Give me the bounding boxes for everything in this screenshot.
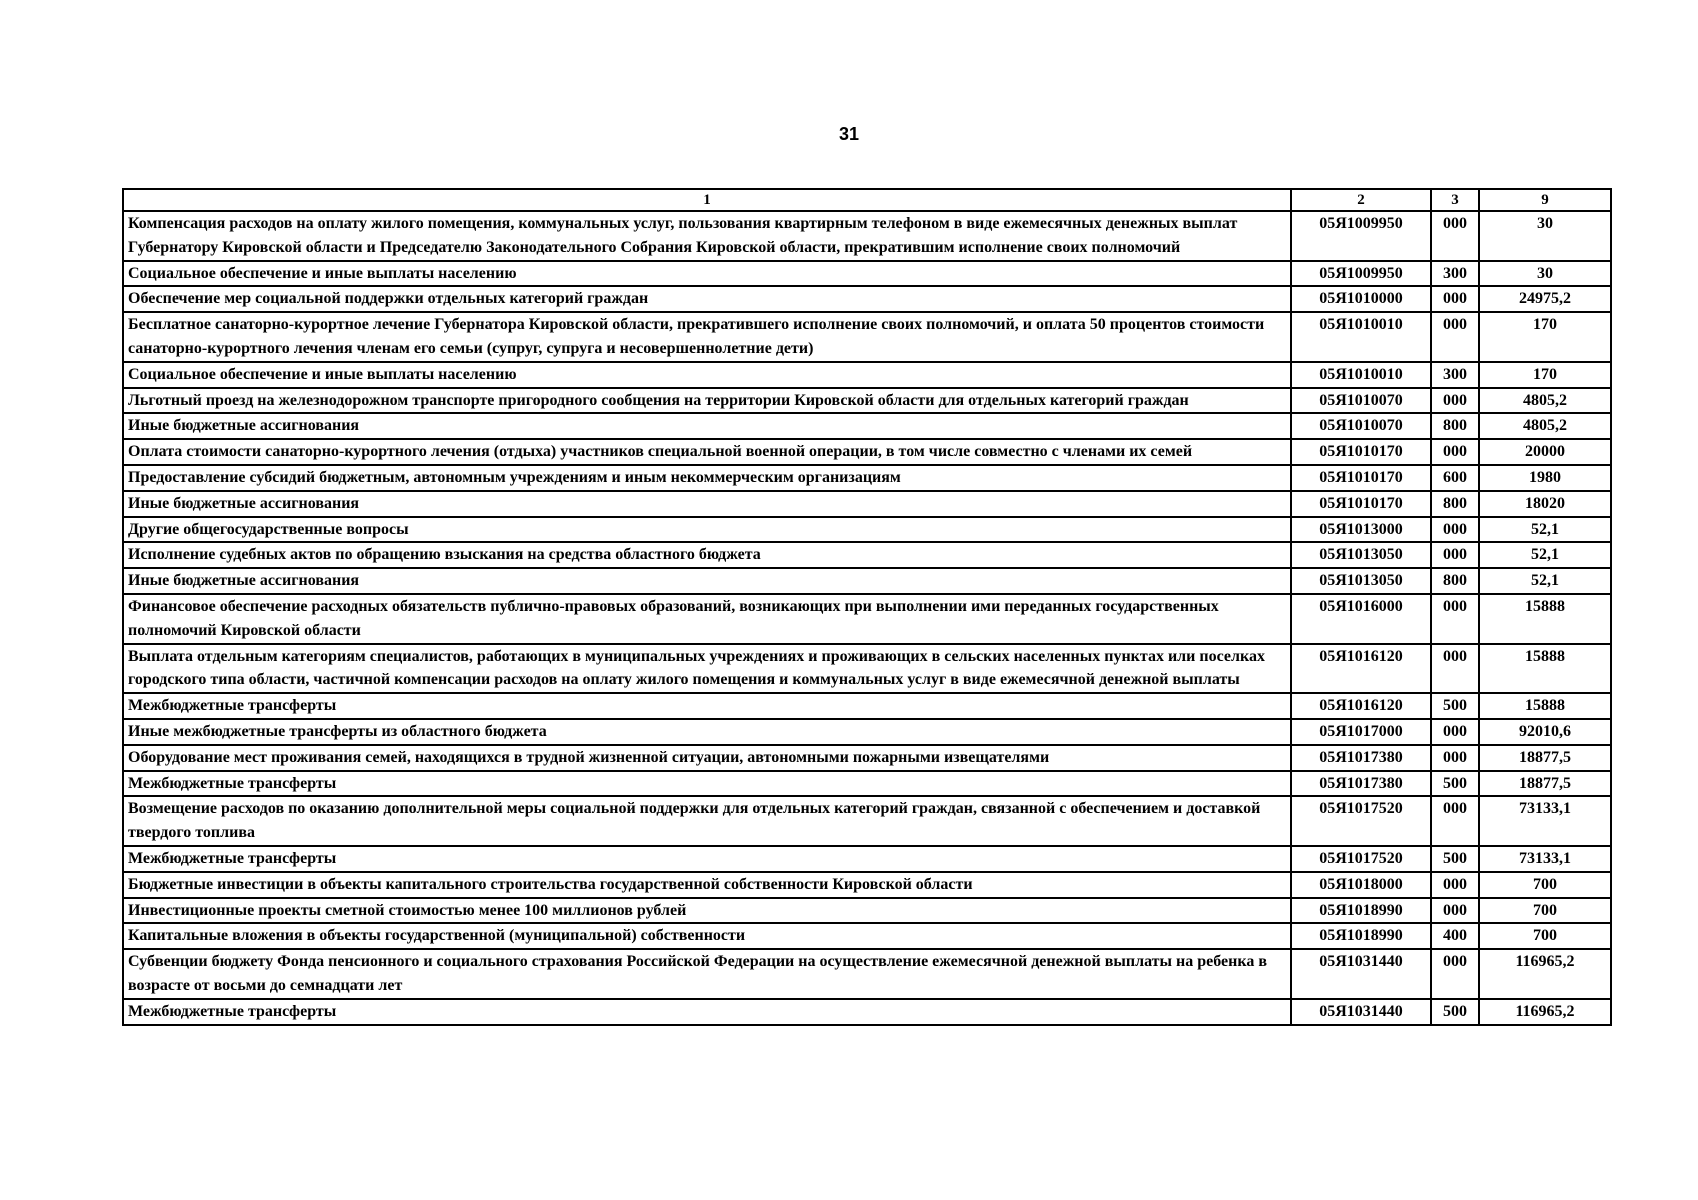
row-type-cell: 000 [1431, 949, 1479, 999]
row-amount-cell: 4805,2 [1479, 388, 1611, 414]
row-name-cell: Инвестиционные проекты сметной стоимостью менее 100 миллионов рублей [123, 898, 1291, 924]
table-row [123, 872, 1611, 898]
row-code-cell: 05Я1010010 [1291, 312, 1431, 362]
row-type-cell: 000 [1431, 312, 1479, 362]
row-type-cell: 500 [1431, 999, 1479, 1025]
row-amount-cell: 73133,1 [1479, 796, 1611, 846]
row-code-cell: 05Я1017000 [1291, 719, 1431, 745]
header-col-code: 2 [1291, 189, 1431, 211]
row-amount-cell: 15888 [1479, 644, 1611, 694]
table-row [123, 439, 1611, 465]
row-type-cell: 800 [1431, 413, 1479, 439]
row-code-cell: 05Я1009950 [1291, 261, 1431, 287]
table-row [123, 796, 1611, 846]
table-row [123, 362, 1611, 388]
table-header [123, 189, 1611, 211]
row-code-cell: 05Я1009950 [1291, 211, 1431, 261]
row-name-cell: Иные бюджетные ассигнования [123, 568, 1291, 594]
row-type-cell: 500 [1431, 693, 1479, 719]
row-code-cell: 05Я1010010 [1291, 362, 1431, 388]
row-amount-cell: 4805,2 [1479, 413, 1611, 439]
row-amount-cell: 1980 [1479, 465, 1611, 491]
table-row [123, 644, 1611, 694]
row-name-cell: Другие общегосударственные вопросы [123, 517, 1291, 543]
row-code-cell: 05Я1010170 [1291, 465, 1431, 491]
row-code-cell: 05Я1010070 [1291, 388, 1431, 414]
table-row [123, 594, 1611, 644]
row-amount-cell: 170 [1479, 362, 1611, 388]
row-code-cell: 05Я1017520 [1291, 796, 1431, 846]
table-row [123, 491, 1611, 517]
row-name-cell: Бесплатное санаторно-курортное лечение Губернатора Кировской области, прекратившего исполнение своих полномочий, и оплата 50 процентов стоимости санаторно-курортного лечения членам его семьи (супруг, супруга и несовершеннолетние дети) [123, 312, 1291, 362]
row-code-cell: 05Я1010170 [1291, 491, 1431, 517]
row-name-cell: Субвенции бюджету Фонда пенсионного и социального страхования Российской Федерации на осуществление ежемесячной денежной выплаты на ребенка в возрасте от восьми до семнадцати лет [123, 949, 1291, 999]
row-code-cell: 05Я1013050 [1291, 542, 1431, 568]
table-body [123, 211, 1611, 1025]
table-row [123, 999, 1611, 1025]
header-col-name: 1 [123, 189, 1291, 211]
row-code-cell: 05Я1017520 [1291, 846, 1431, 872]
row-name-cell: Межбюджетные трансферты [123, 693, 1291, 719]
row-type-cell: 300 [1431, 362, 1479, 388]
row-type-cell: 000 [1431, 644, 1479, 694]
table-row [123, 211, 1611, 261]
row-code-cell: 05Я1031440 [1291, 949, 1431, 999]
row-amount-cell: 92010,6 [1479, 719, 1611, 745]
row-name-cell: Обеспечение мер социальной поддержки отдельных категорий граждан [123, 286, 1291, 312]
row-name-cell: Иные бюджетные ассигнования [123, 491, 1291, 517]
row-amount-cell: 18877,5 [1479, 745, 1611, 771]
row-name-cell: Межбюджетные трансферты [123, 771, 1291, 797]
row-name-cell: Оплата стоимости санаторно-курортного лечения (отдыха) участников специальной военной операции, в том числе совместно с членами их семей [123, 439, 1291, 465]
row-amount-cell: 700 [1479, 872, 1611, 898]
row-amount-cell: 116965,2 [1479, 999, 1611, 1025]
row-type-cell: 000 [1431, 388, 1479, 414]
row-amount-cell: 15888 [1479, 693, 1611, 719]
row-amount-cell: 52,1 [1479, 542, 1611, 568]
row-name-cell: Компенсация расходов на оплату жилого помещения, коммунальных услуг, пользования квартирным телефоном в виде ежемесячных денежных выплат Губернатору Кировской области и Председателю Законодательного Собрания Кировской области, прекратившим исполнение своих полномочий [123, 211, 1291, 261]
table-row [123, 923, 1611, 949]
header-col-amount: 9 [1479, 189, 1611, 211]
table-row [123, 413, 1611, 439]
header-col-type: 3 [1431, 189, 1479, 211]
table-row [123, 846, 1611, 872]
table-row [123, 465, 1611, 491]
row-name-cell: Социальное обеспечение и иные выплаты населению [123, 261, 1291, 287]
row-code-cell: 05Я1018000 [1291, 872, 1431, 898]
row-code-cell: 05Я1010070 [1291, 413, 1431, 439]
row-code-cell: 05Я1017380 [1291, 745, 1431, 771]
row-code-cell: 05Я1013000 [1291, 517, 1431, 543]
table-row [123, 745, 1611, 771]
row-name-cell: Предоставление субсидий бюджетным, автономным учреждениям и иным некоммерческим организациям [123, 465, 1291, 491]
row-name-cell: Оборудование мест проживания семей, находящихся в трудной жизненной ситуации, автономными пожарными извещателями [123, 745, 1291, 771]
row-type-cell: 000 [1431, 872, 1479, 898]
row-type-cell: 800 [1431, 568, 1479, 594]
row-code-cell: 05Я1010170 [1291, 439, 1431, 465]
row-amount-cell: 30 [1479, 211, 1611, 261]
row-name-cell: Капитальные вложения в объекты государственной (муниципальной) собственности [123, 923, 1291, 949]
row-amount-cell: 116965,2 [1479, 949, 1611, 999]
row-type-cell: 800 [1431, 491, 1479, 517]
row-amount-cell: 24975,2 [1479, 286, 1611, 312]
table-row [123, 542, 1611, 568]
row-amount-cell: 15888 [1479, 594, 1611, 644]
table-row [123, 771, 1611, 797]
row-amount-cell: 30 [1479, 261, 1611, 287]
row-code-cell: 05Я1013050 [1291, 568, 1431, 594]
row-type-cell: 000 [1431, 211, 1479, 261]
row-amount-cell: 52,1 [1479, 568, 1611, 594]
row-amount-cell: 20000 [1479, 439, 1611, 465]
row-code-cell: 05Я1010000 [1291, 286, 1431, 312]
row-name-cell: Льготный проезд на железнодорожном транспорте пригородного сообщения на территории Кировской области для отдельных категорий граждан [123, 388, 1291, 414]
row-name-cell: Иные бюджетные ассигнования [123, 413, 1291, 439]
table-row [123, 719, 1611, 745]
row-type-cell: 500 [1431, 846, 1479, 872]
row-type-cell: 000 [1431, 719, 1479, 745]
row-type-cell: 000 [1431, 439, 1479, 465]
row-code-cell: 05Я1017380 [1291, 771, 1431, 797]
row-code-cell: 05Я1016000 [1291, 594, 1431, 644]
row-type-cell: 000 [1431, 796, 1479, 846]
row-name-cell: Социальное обеспечение и иные выплаты населению [123, 362, 1291, 388]
table-row [123, 898, 1611, 924]
row-amount-cell: 170 [1479, 312, 1611, 362]
table-row [123, 388, 1611, 414]
row-type-cell: 000 [1431, 286, 1479, 312]
table-row [123, 286, 1611, 312]
row-type-cell: 600 [1431, 465, 1479, 491]
row-amount-cell: 52,1 [1479, 517, 1611, 543]
row-code-cell: 05Я1016120 [1291, 693, 1431, 719]
row-code-cell: 05Я1018990 [1291, 898, 1431, 924]
row-amount-cell: 700 [1479, 923, 1611, 949]
page-number: 31 [838, 124, 860, 144]
row-name-cell: Выплата отдельным категориям специалистов, работающих в муниципальных учреждениях и проживающих в сельских населенных пунктах или поселках городского типа области, частичной компенсации расходов на оплату жилого помещения и коммунальных услуг в виде ежемесячной денежной выплаты [123, 644, 1291, 694]
table-row [123, 261, 1611, 287]
table-row [123, 517, 1611, 543]
row-amount-cell: 700 [1479, 898, 1611, 924]
row-name-cell: Иные межбюджетные трансферты из областного бюджета [123, 719, 1291, 745]
row-type-cell: 000 [1431, 542, 1479, 568]
header-row [123, 189, 1611, 211]
row-amount-cell: 73133,1 [1479, 846, 1611, 872]
row-code-cell: 05Я1031440 [1291, 999, 1431, 1025]
row-name-cell: Бюджетные инвестиции в объекты капитального строительства государственной собственности Кировской области [123, 872, 1291, 898]
table-row [123, 312, 1611, 362]
row-amount-cell: 18020 [1479, 491, 1611, 517]
table-row [123, 949, 1611, 999]
row-type-cell: 000 [1431, 594, 1479, 644]
row-type-cell: 000 [1431, 898, 1479, 924]
row-name-cell: Возмещение расходов по оказанию дополнительной меры социальной поддержки для отдельных категорий граждан, связанной с обеспечением и доставкой твердого топлива [123, 796, 1291, 846]
row-type-cell: 400 [1431, 923, 1479, 949]
row-code-cell: 05Я1016120 [1291, 644, 1431, 694]
row-type-cell: 000 [1431, 745, 1479, 771]
row-name-cell: Исполнение судебных актов по обращению взыскания на средства областного бюджета [123, 542, 1291, 568]
budget-table [122, 188, 1612, 1026]
row-name-cell: Межбюджетные трансферты [123, 999, 1291, 1025]
row-name-cell: Межбюджетные трансферты [123, 846, 1291, 872]
row-code-cell: 05Я1018990 [1291, 923, 1431, 949]
row-amount-cell: 18877,5 [1479, 771, 1611, 797]
row-type-cell: 000 [1431, 517, 1479, 543]
row-name-cell: Финансовое обеспечение расходных обязательств публично-правовых образований, возникающих при выполнении ими переданных государственных полномочий Кировской области [123, 594, 1291, 644]
table-row [123, 693, 1611, 719]
table-row [123, 568, 1611, 594]
row-type-cell: 300 [1431, 261, 1479, 287]
row-type-cell: 500 [1431, 771, 1479, 797]
